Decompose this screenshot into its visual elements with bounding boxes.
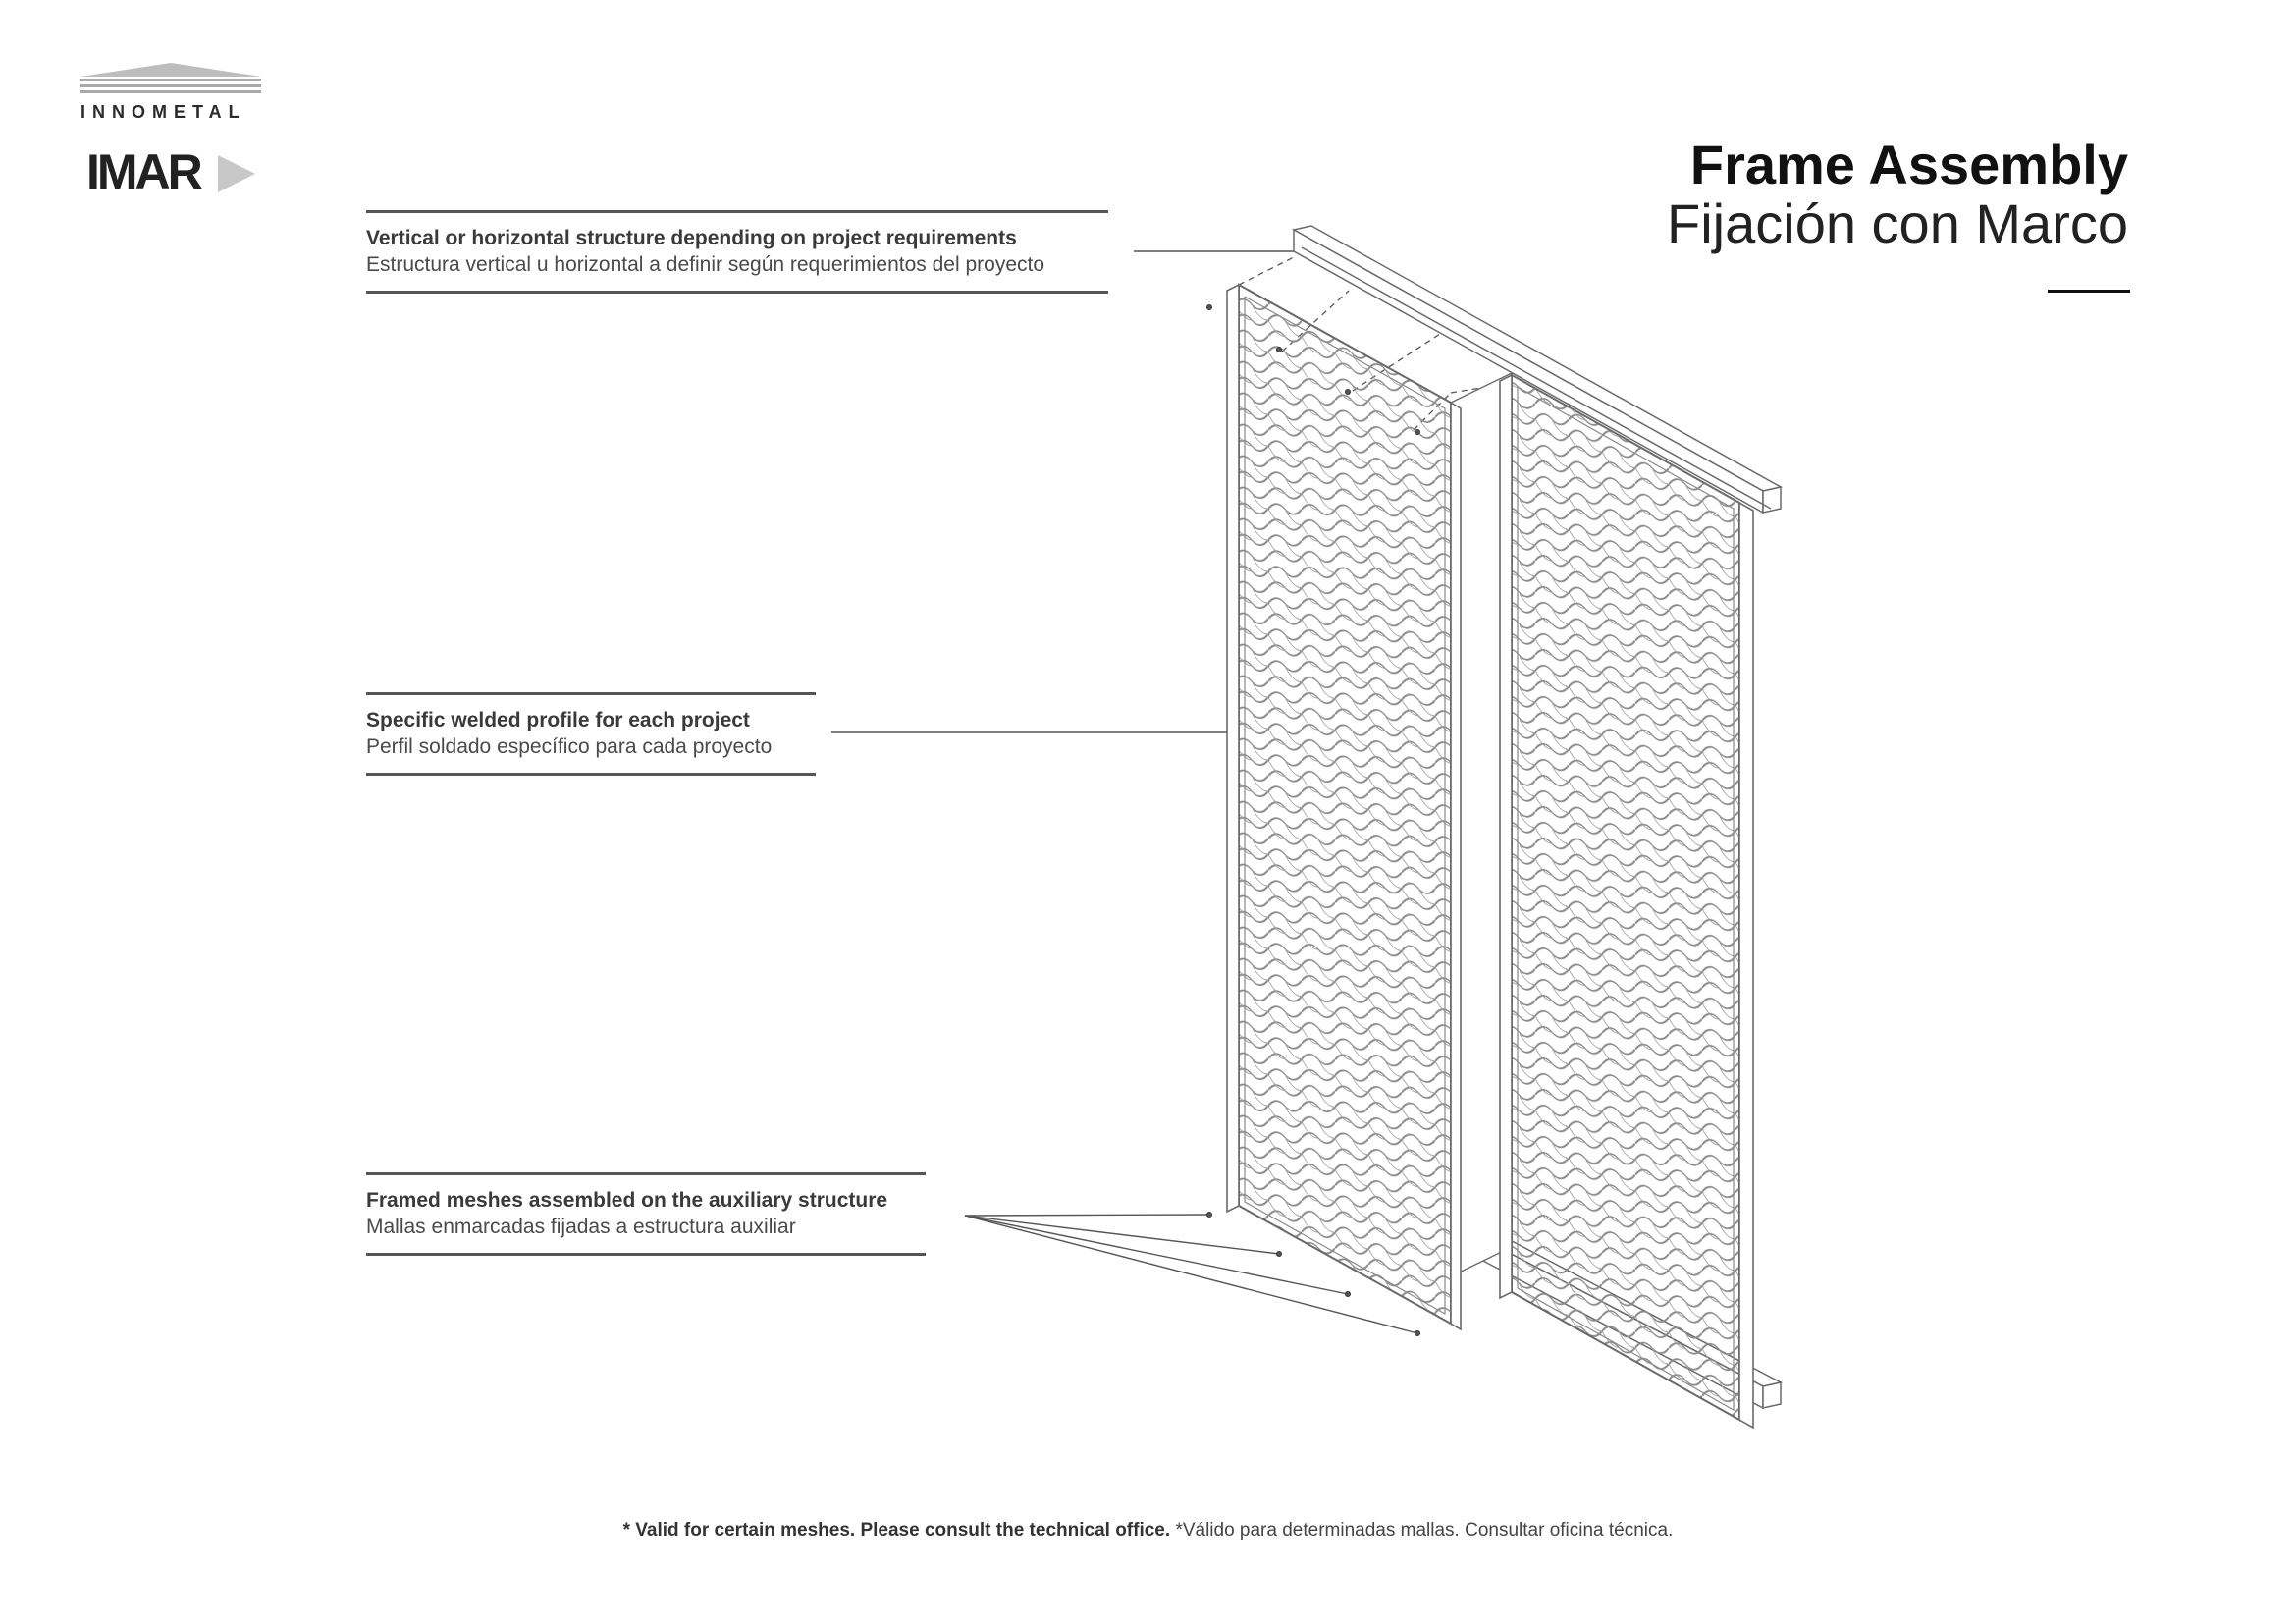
footnote-es: *Válido para determinadas mallas. Consultar oficina técnica. xyxy=(1175,1520,1674,1541)
left-mesh-panel xyxy=(1227,285,1461,1329)
callout-label-es: Estructura vertical u horizontal a definir según requerimientos del proyecto xyxy=(366,253,1045,276)
screw-icon xyxy=(1415,430,1420,435)
screw-icon xyxy=(1346,390,1351,395)
callout-label-es: Perfil soldado específico para cada proyecto xyxy=(366,735,773,758)
footnote xyxy=(0,1520,2296,1542)
callout-label-en: Vertical or horizontal structure depending on project requirements xyxy=(366,227,1017,249)
imar-logo-text: IMAR xyxy=(86,144,200,199)
callout-label-en: Specific welded profile for each project xyxy=(366,709,750,731)
footnote-en: * Valid for certain meshes. Please consult the technical office. xyxy=(622,1520,1171,1541)
callout-label-en: Framed meshes assembled on the auxiliary structure xyxy=(366,1189,888,1212)
page-subtitle: Fijación con Marco xyxy=(1667,192,2128,254)
screw-icon xyxy=(1207,305,1212,310)
callout-label-es: Mallas enmarcadas fijadas a estructura auxiliar xyxy=(366,1216,796,1238)
screw-icon xyxy=(1415,1331,1420,1336)
screw-icon xyxy=(1207,1213,1212,1218)
innometal-logo-text: INNOMETAL xyxy=(80,102,246,122)
page-title: Frame Assembly xyxy=(1689,134,2128,195)
right-mesh-panel xyxy=(1500,375,1753,1428)
leader-screw-1 xyxy=(965,1215,1209,1216)
screw-icon xyxy=(1277,1252,1282,1257)
screw-icon xyxy=(1277,348,1282,352)
screw-icon xyxy=(1346,1292,1351,1297)
